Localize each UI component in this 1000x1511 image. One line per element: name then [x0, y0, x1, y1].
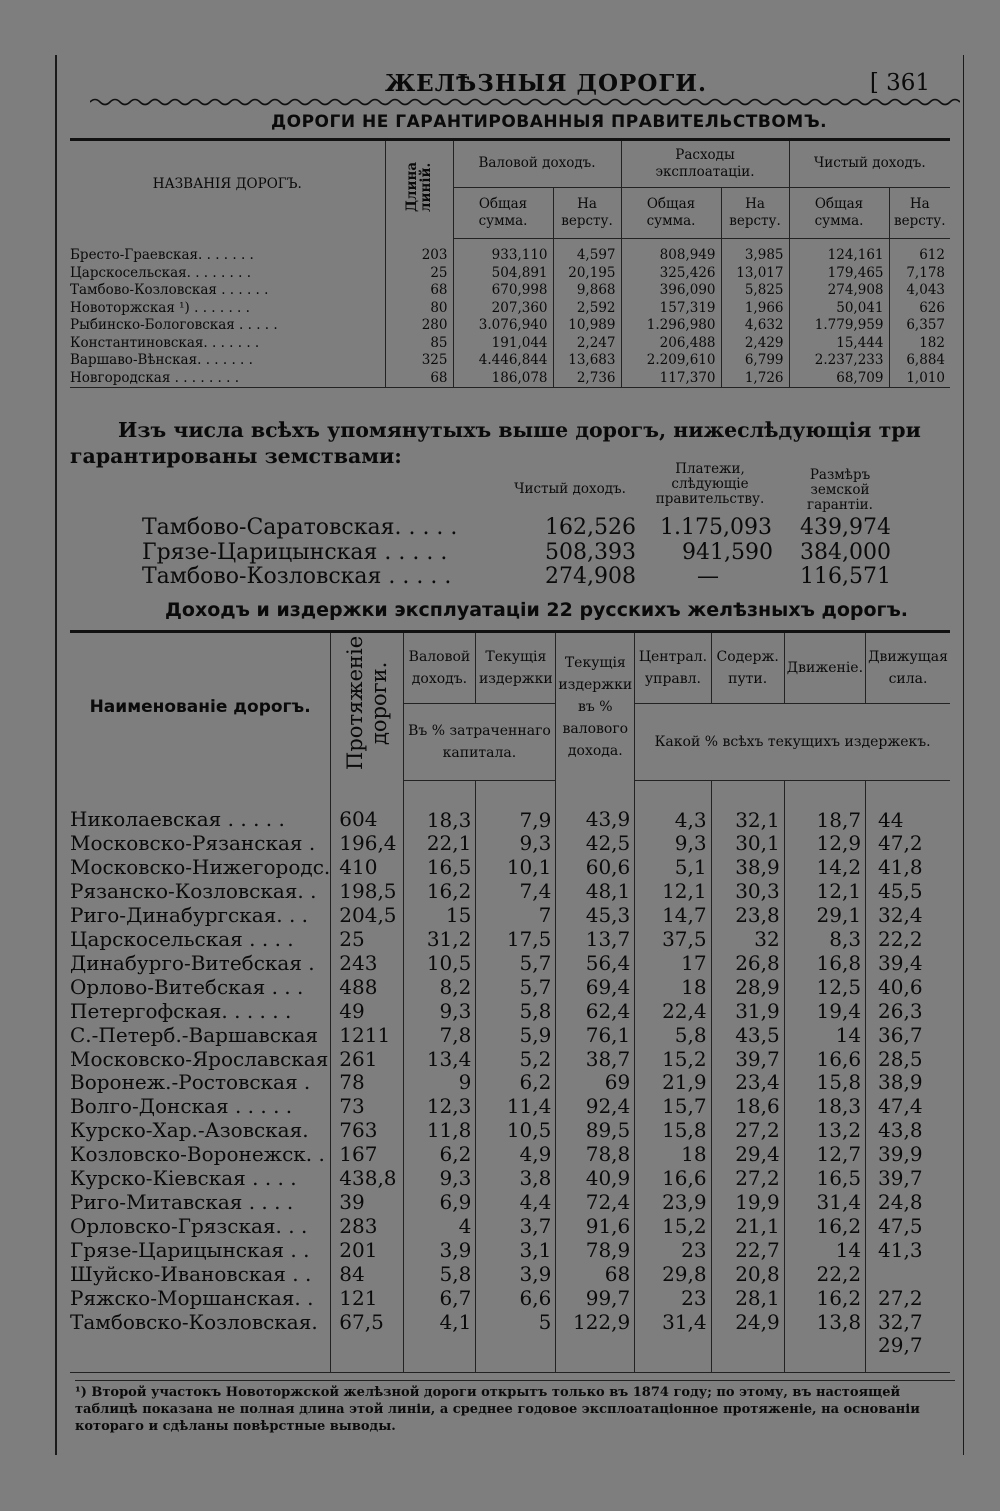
- section1-title: ДОРОГИ НЕ ГАРАНТИРОВАННЫЯ ПРАВИТЕЛЬСТВОМЪ.: [271, 112, 828, 132]
- table-row: Тамбово-Козловская . . . . . . 68 670,998 9,868 396,090 5,825 274,908 4,043: [70, 282, 950, 300]
- table-row: Московско-Рязанская . 196,4 22,1 9,3 42,5 9,3 30,1 12,9 47,2: [70, 832, 950, 856]
- col-header-length: Длина линій.: [385, 140, 453, 239]
- col-header-net: Чистый доходъ.: [789, 140, 950, 188]
- col-header-zemstvo-guarantee: Размѣръ земской гарантіи.: [807, 467, 873, 513]
- zemstvo-row-name: Грязе-Царицынская . . . . .: [142, 540, 448, 565]
- col-header-zemstvo-net: Чистый доходъ.: [514, 481, 626, 497]
- table-row: Московско-Нижегородс. 410 16,5 10,1 60,6 5,1 38,9 14,2 41,8: [70, 856, 950, 880]
- table-row: Петергофская. . . . . . 49 9,3 5,8 62,4 22,4 31,9 19,4 26,3: [70, 1000, 950, 1024]
- col-header-central: Централ. управл.: [635, 632, 711, 704]
- table-row: Орлово-Витебская . . . 488 8,2 5,7 69,4 18 28,9 12,5 40,6: [70, 976, 950, 1000]
- table-row: Волго-Донская . . . . . 73 12,3 11,4 92,4 15,7 18,6 18,3 47,4: [70, 1095, 950, 1119]
- table-row: Тамбовско-Козловская. 67,5 4,1 5 122,9 31,4 24,9 13,8 32,7: [70, 1311, 950, 1335]
- col-header-road-name: Наименованіе дорогъ.: [70, 632, 331, 781]
- col-header-net-per: На версту.: [889, 188, 950, 239]
- col-header-road-length: Протяженіе дороги.: [331, 632, 403, 781]
- table-row: Царскосельская. . . . . . . . 25 504,891 20,195 325,426 13,017 179,465 7,178: [70, 265, 950, 283]
- table-row: Риго-Динабургская. . . 204,5 15 7 45,3 14,7 23,8 29,1 32,4: [70, 904, 950, 928]
- col-header-movement: Движеніе.: [784, 632, 865, 704]
- table-row: Воронеж.-Ростовская . 78 9 6,2 69 21,9 23,4 15,8 38,9: [70, 1071, 950, 1095]
- table-row: Царскосельская . . . . 25 31,2 17,5 13,7 37,5 32 8,3 22,2: [70, 928, 950, 952]
- wavy-rule: [90, 95, 960, 109]
- table-non-guaranteed-roads: [70, 138, 950, 388]
- zemstvo-row-net: 162,526: [545, 515, 636, 540]
- col-header-expenses: Расходы эксплоатаціи.: [621, 140, 789, 188]
- table-row: Шуйско-Ивановская . . 84 5,8 3,9 68 29,8 20,8 22,2: [70, 1263, 950, 1287]
- col-header-road-current-pct: Текущія издержки въ % валового дохода.: [556, 632, 635, 781]
- col-header-exp-per: На версту.: [721, 188, 789, 239]
- table-row: Новоторжская ¹) . . . . . . . 80 207,360 2,592 157,319 1,966 50,041 626: [70, 300, 950, 318]
- table-row: Курско-Хар.-Азовская. 763 11,8 10,5 89,5 15,8 27,2 13,2 43,8: [70, 1119, 950, 1143]
- col-header-gross-per: На версту.: [553, 188, 621, 239]
- page-title: ЖЕЛѢЗНЫЯ ДОРОГИ.: [385, 70, 707, 97]
- zemstvo-row-guarantee: 116,571: [800, 564, 891, 589]
- table-row: Рыбинско-Бологовская . . . . . 280 3.076,940 10,989 1.296,980 4,632 1.779,959 6,357: [70, 317, 950, 335]
- col-header-net-total: Общая сумма.: [789, 188, 889, 239]
- table-row: Курско-Кіевская . . . . 438,8 9,3 3,8 40,9 16,6 27,2 16,5 39,7: [70, 1167, 950, 1191]
- table-row: Козловско-Воронежск. . 167 6,2 4,9 78,8 18 29,4 12,7 39,9: [70, 1143, 950, 1167]
- zemstvo-row-name: Тамбово-Козловская . . . . .: [142, 564, 452, 589]
- section3-title: Доходъ и издержки эксплуатаціи 22 русскихъ желѣзныхъ дорогъ.: [165, 599, 908, 621]
- zemstvo-paragraph: Изъ числа всѣхъ упомянутыхъ выше дорогъ, нижеслѣдующія три гарантированы земствами:: [70, 418, 921, 468]
- zemstvo-row-net: 508,393: [545, 540, 636, 565]
- col-header-pct-capital: Въ % затраченнаго капитала.: [403, 704, 556, 781]
- table-row: Московско-Ярославская 261 13,4 5,2 38,7 15,2 39,7 16,6 28,5: [70, 1048, 950, 1072]
- zemstvo-row-guarantee: 439,974: [800, 515, 891, 540]
- col-header-zemstvo-payments: Платежи, слѣдующіе правительству.: [655, 461, 765, 507]
- extra-force-value: 29,7: [866, 1334, 950, 1372]
- table-row: С.-Петерб.-Варшавская 1211 7,8 5,9 76,1 5,8 43,5 14 36,7: [70, 1024, 950, 1048]
- zemstvo-row-payments: —: [697, 564, 719, 589]
- col-header-maintenance: Содерж. пути.: [711, 632, 784, 704]
- table-row: Константиновская. . . . . . . 85 191,044 2,247 206,488 2,429 15,444 182: [70, 335, 950, 353]
- col-header-gross-total: Общая сумма.: [453, 188, 553, 239]
- table-row: Риго-Митавская . . . . 39 6,9 4,4 72,4 23,9 19,9 31,4 24,8: [70, 1191, 950, 1215]
- col-header-motive-force: Движущая сила.: [866, 632, 950, 704]
- table-row: Динабурго-Витебская . 243 10,5 5,7 56,4 17 26,8 16,8 39,4: [70, 952, 950, 976]
- footnote: ¹) Второй участокъ Новоторжской желѣзной дороги открытъ только въ 1874 году; по этому, въ настоящей таблицѣ показана не полная длина этой линіи, а среднее годовое эксплоатаціонное протяженіе, на основаніи котораго и сдѣланы повѣрстные выводы.: [75, 1380, 955, 1435]
- table-row: Бресто-Граевская. . . . . . . 203 933,110 4,597 808,949 3,985 124,161 612: [70, 239, 950, 265]
- zemstvo-row-payments: 1.175,093: [660, 515, 772, 540]
- col-header-road-gross: Валовой доходъ.: [403, 632, 476, 704]
- col-header-exp-total: Общая сумма.: [621, 188, 721, 239]
- table-row: Николаевская . . . . . 604 18,3 7,9 43,9 4,3 32,1 18,7 44: [70, 780, 950, 832]
- page-number: [ 361: [869, 70, 930, 96]
- table-row: [70, 1334, 950, 1372]
- col-header-gross: Валовой доходъ.: [453, 140, 621, 188]
- col-header-road-current: Текущія издержки: [476, 632, 556, 704]
- table-row: Варшаво-Вѣнская. . . . . . . 325 4.446,844 13,683 2.209,610 6,799 2.237,233 6,884: [70, 352, 950, 370]
- table-row: Ряжско-Моршанская. . 121 6,7 6,6 99,7 23 28,1 16,2 27,2: [70, 1287, 950, 1311]
- zemstvo-row-name: Тамбово-Саратовская. . . . .: [142, 515, 458, 540]
- table-row: Новгородская . . . . . . . . 68 186,078 2,736 117,370 1,726 68,709 1,010: [70, 370, 950, 388]
- zemstvo-row-net: 274,908: [545, 564, 636, 589]
- zemstvo-row-payments: 941,590: [682, 540, 773, 565]
- table-row: Грязе-Царицынская . . 201 3,9 3,1 78,9 23 22,7 14 41,3: [70, 1239, 950, 1263]
- table-row: Орловско-Грязская. . . 283 4 3,7 91,6 15,2 21,1 16,2 47,5: [70, 1215, 950, 1239]
- col-header-name: НАЗВАНІЯ ДОРОГЪ.: [70, 140, 385, 239]
- page: [55, 50, 965, 1465]
- zemstvo-row-guarantee: 384,000: [800, 540, 891, 565]
- col-header-pct-all: Какой % всѣхъ текущихъ издержекъ.: [635, 704, 950, 781]
- table-22-roads: [70, 630, 950, 1373]
- table-row: Рязанско-Козловская. . 198,5 16,2 7,4 48,1 12,1 30,3 12,1 45,5: [70, 880, 950, 904]
